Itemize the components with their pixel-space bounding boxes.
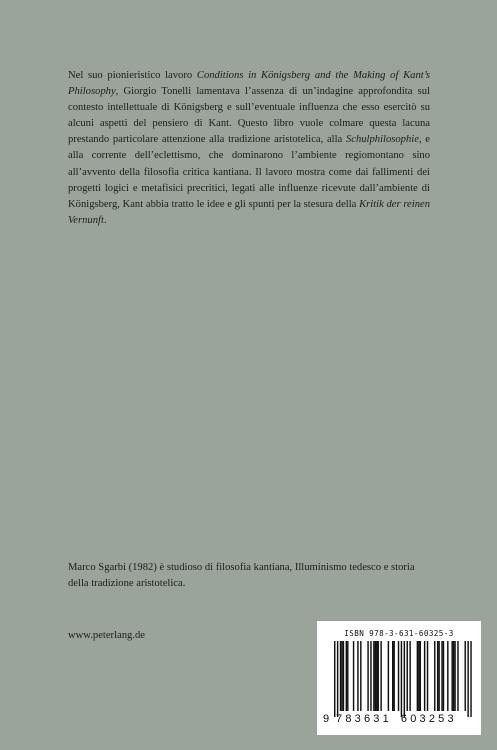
blurb-part-1: , Giorgio Tonelli lamentava l’assenza di un’indagine approfondita sul contesto intellettuale di Königsberg e sull’eventuale influenza che esso esercitò su alcuni aspetti del pensiero di Kant. Questo libro vuole colmare questa lacuna prestando particolare attenzione alla tradizione aristotelica, alla	[68, 86, 430, 146]
barcode-bar	[447, 641, 448, 711]
blurb-intro: Nel suo pionieristico lavoro	[68, 70, 197, 81]
back-cover-blurb	[68, 68, 430, 229]
isbn-barcode	[317, 621, 481, 735]
barcode-bar	[404, 641, 405, 717]
barcode-bar	[409, 641, 410, 711]
cited-work-title: Conditions in Königsberg and the Making of Kant’s Philosophy	[68, 70, 430, 98]
barcode-bar	[388, 641, 389, 711]
barcode-bar	[457, 641, 458, 711]
blurb-paragraph	[68, 68, 430, 229]
barcode-bar	[451, 641, 452, 711]
barcode-bar	[398, 641, 399, 711]
barcode-bar	[424, 641, 425, 711]
ean-left-group: 783631	[336, 713, 392, 725]
barcode-bar	[393, 641, 394, 711]
barcode-bar	[467, 641, 468, 717]
barcode-bar	[378, 641, 379, 711]
barcode-bar	[337, 641, 338, 717]
barcode-bar	[465, 641, 466, 711]
barcode-bar	[353, 641, 354, 711]
schulphilosophie-term: Schulphilosophie	[345, 134, 419, 146]
barcode-bar	[437, 641, 438, 711]
barcode-bar	[375, 641, 376, 711]
barcode-bar	[360, 641, 361, 711]
barcode-bar	[347, 641, 348, 711]
barcode-bar	[434, 641, 435, 711]
barcode-bar	[441, 641, 442, 711]
barcode-bar	[417, 641, 418, 711]
barcode-bar	[392, 641, 393, 711]
barcode-bar	[427, 641, 428, 711]
barcode-bar	[470, 641, 471, 717]
barcode-bars	[317, 641, 481, 717]
barcode-bar	[341, 641, 342, 711]
barcode-bar	[420, 641, 421, 711]
barcode-bar	[346, 641, 347, 711]
barcode-bar	[380, 641, 381, 711]
barcode-bar	[438, 641, 439, 711]
publisher-website[interactable]: www.peterlang.de	[68, 630, 145, 641]
isbn-label: ISBN 978-3-631-60325-3	[344, 629, 454, 638]
barcode-bar	[418, 641, 419, 711]
kritik-title: Kritik der reinen Vernunft	[68, 198, 430, 226]
barcode-bar	[454, 641, 455, 711]
barcode-bar	[370, 641, 371, 711]
ean-digits	[323, 713, 475, 725]
ean-right-group: 603253	[400, 713, 457, 725]
barcode-bar	[334, 641, 335, 717]
barcode-bar	[343, 641, 344, 711]
barcode-bar	[367, 641, 368, 711]
barcode-bar	[401, 641, 402, 717]
barcode-bar	[376, 641, 377, 711]
blurb-end: .	[103, 214, 107, 226]
blurb-part-2: , e alla corrente dell’eclettismo, che dominarono l’ambiente regiomontano sino all’avvento della filosofia critica kantiana. Il lavoro mostra come dai fallimenti dei progetti logici e metafisici precritici, legati alle influenze ricevute dall’ambiente di Königsberg, Kant abbia tratto le idee e gli spunti per la stesura della	[68, 134, 430, 210]
barcode-bar	[443, 641, 444, 711]
barcode-bar	[407, 641, 408, 711]
barcode-bar	[340, 641, 341, 711]
barcode-bar	[357, 641, 358, 711]
barcode-bar	[453, 641, 454, 711]
barcode-bar	[373, 641, 374, 711]
ean-first-digit: 9	[323, 713, 330, 725]
author-bio: Marco Sgarbi (1982) è studioso di filosofia kantiana, Illuminismo tedesco e storia della tradizione aristotelica.	[68, 562, 415, 590]
